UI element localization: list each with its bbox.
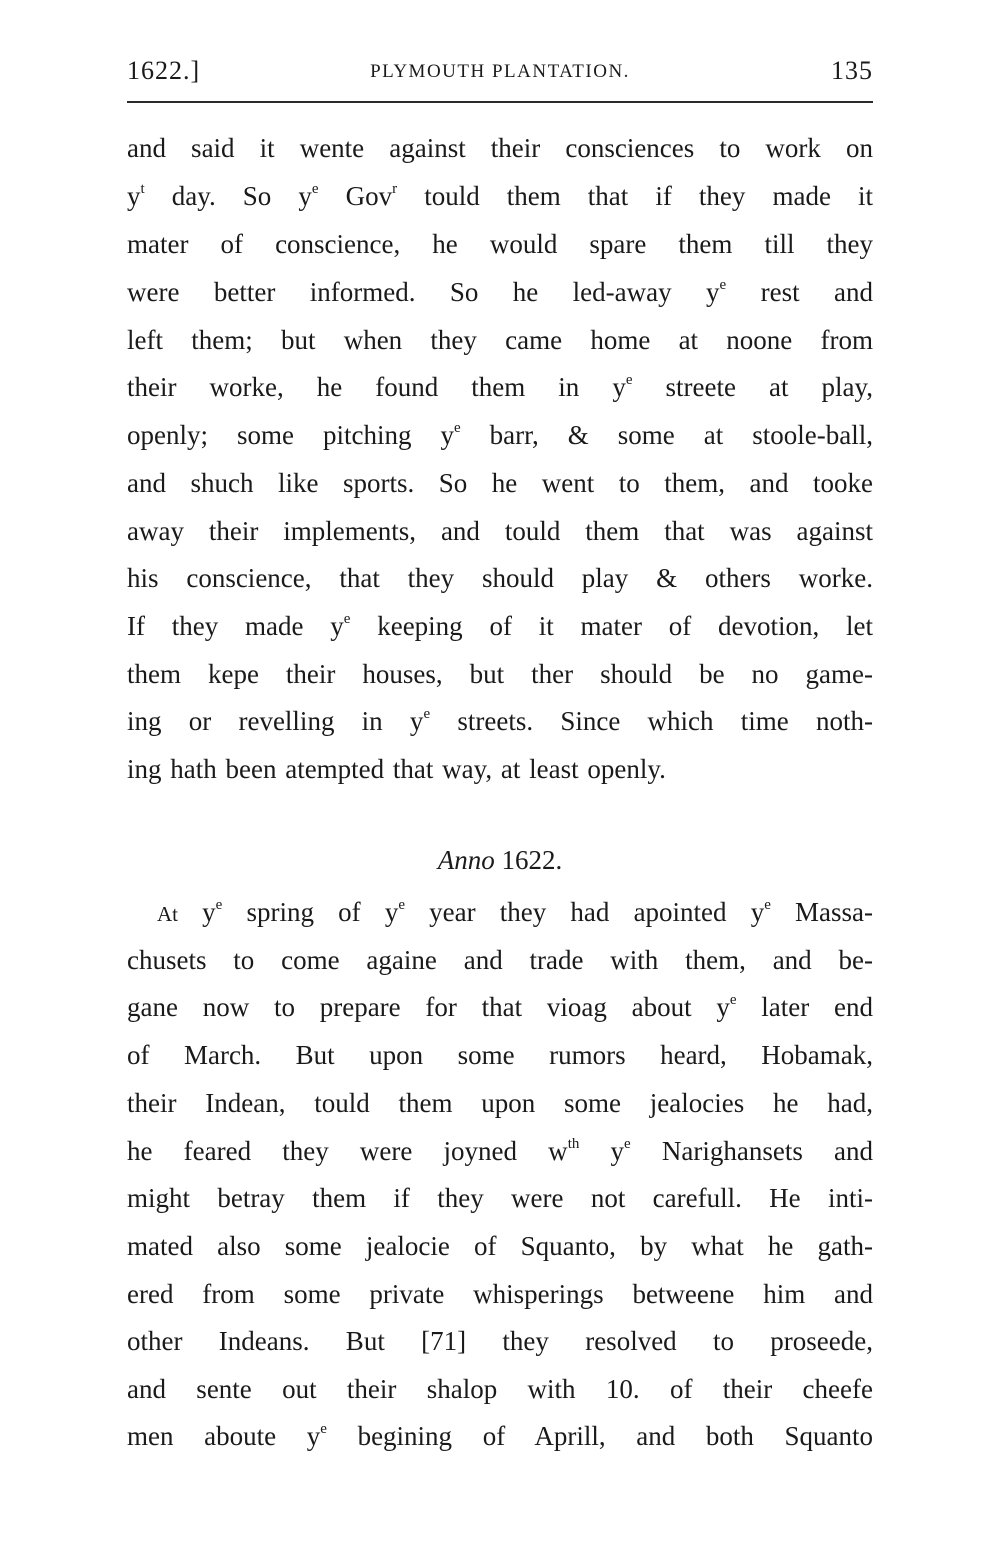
superscript-abbrev: e xyxy=(719,277,727,293)
superscript-abbrev: e xyxy=(423,706,431,722)
page-number: 135 xyxy=(831,56,873,85)
text-line: and sente out their shalop with 10. of their cheefe xyxy=(127,1374,873,1404)
superscript-abbrev: e xyxy=(764,897,771,913)
text-line: If they made $y^e$ keeping of it mater of devotion, let xyxy=(127,611,874,641)
text-line: openly; some pitching $y^e$ barr, & some at stoole-ball, xyxy=(127,420,874,450)
superscript-abbrev: e xyxy=(624,1136,631,1152)
heading-year: 1622. xyxy=(501,845,563,875)
text-line: ing or revelling in $y^e$ streets. Since which time noth- xyxy=(127,706,873,736)
superscript-abbrev: e xyxy=(729,992,737,1008)
text-line: chusets to come againe and trade with them, and be- xyxy=(127,945,873,975)
text-line: other Indeans. But [71] they resolved to proseede, xyxy=(127,1326,873,1356)
text-line: were better informed. So he led-away $y^e$ rest and xyxy=(127,277,873,307)
heading-anno: Anno xyxy=(437,845,495,875)
text-line: mater of conscience, he would spare them till they xyxy=(127,229,873,259)
superscript-abbrev: r xyxy=(392,181,398,197)
small-caps-opening: At xyxy=(157,902,178,926)
text-line: mated also some jealocie of Squanto, by what he gath- xyxy=(127,1231,873,1261)
running-head xyxy=(127,56,873,90)
text-line: gane now to prepare for that vioag about $y^e$ later end xyxy=(127,992,873,1022)
text-line: men aboute $y^e$ begining of Aprill, and both Squanto xyxy=(127,1421,873,1451)
text-line: might betray them if they were not carefull. He inti- xyxy=(127,1183,873,1213)
text-line-first xyxy=(127,892,873,932)
text-line: their Indean, tould them upon some jealocies he had, xyxy=(127,1088,873,1118)
text-line: their worke, he found them in $y^e$ streete at play, xyxy=(127,372,873,402)
superscript-abbrev: e xyxy=(311,181,319,197)
text-line: them kepe their houses, but ther should be no game- xyxy=(127,659,873,689)
text-line: ered from some private whisperings betweene him and xyxy=(127,1279,873,1309)
text-line: away their implements, and tould them that was against xyxy=(127,516,873,546)
text-line: he feared they were joyned $w^{th}$ $y^e$ Narighansets and xyxy=(127,1136,873,1166)
superscript-abbrev: t xyxy=(140,181,145,197)
superscript-abbrev: e xyxy=(453,420,461,436)
superscript-abbrev: e xyxy=(625,372,633,388)
section-heading xyxy=(127,840,873,880)
superscript-abbrev: e xyxy=(320,1421,327,1437)
running-head-year: 1622.] xyxy=(127,56,201,85)
text-line: left them; but when they came home at noone from xyxy=(127,325,873,355)
text-line: of March. But upon some rumors heard, Hobamak, xyxy=(127,1040,873,1070)
text-line: and said it wente against their consciences to work on xyxy=(127,133,873,163)
text-line: ing hath been atempted that way, at least openly. xyxy=(127,754,666,784)
running-head-title: PLYMOUTH PLANTATION. xyxy=(370,61,630,82)
superscript-abbrev: e xyxy=(343,611,351,627)
text-line: $y^t$ day. So $y^e$ Gov$^r$ tould them that if they made it xyxy=(127,181,874,211)
text-line: his conscience, that they should play & others worke. xyxy=(127,563,873,593)
book-page xyxy=(127,0,873,1545)
superscript-abbrev: e xyxy=(215,897,223,913)
text-line: and shuch like sports. So he went to them, and tooke xyxy=(127,468,873,498)
header-rule xyxy=(127,101,873,103)
text-line-rest: $y^e$ spring of $y^e$ year they had apointed $y^e$ Massa- xyxy=(178,897,874,927)
superscript-abbrev: e xyxy=(398,897,405,913)
superscript-abbrev: th xyxy=(567,1136,580,1152)
